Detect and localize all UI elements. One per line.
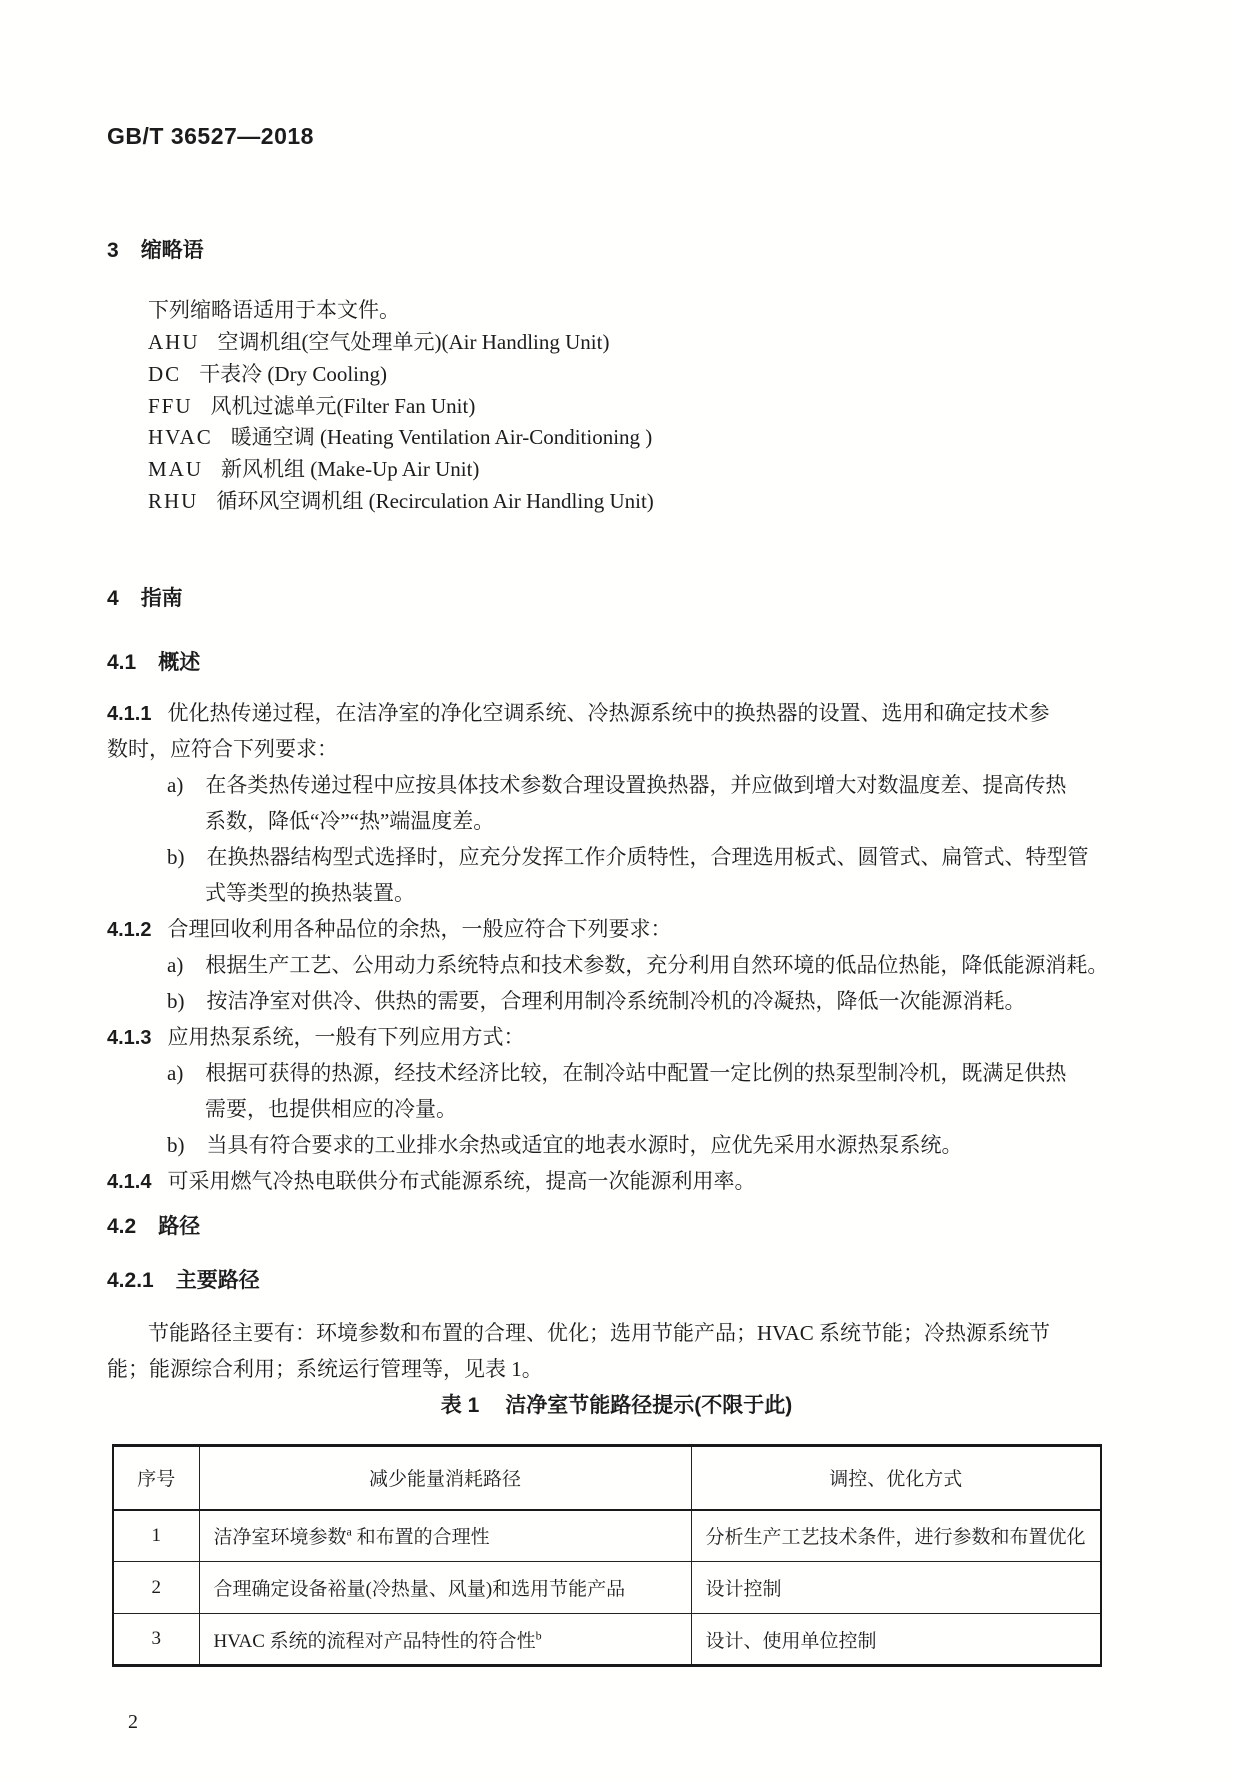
- section-4-2-title: 路径: [158, 1215, 201, 1238]
- list-item-text: 在各类热传递过程中应按具体技术参数合理设置换热器，并应做到增大对数温度差、提高传热: [205, 773, 1067, 797]
- abbr-desc: 暖通空调 (Heating Ventilation Air-Conditioning ): [230, 425, 653, 449]
- abbr-code: DC: [148, 362, 182, 386]
- section-4-number: 4: [107, 587, 119, 610]
- section-4-1-number: 4.1: [107, 651, 137, 674]
- section-4-1-title: 概述: [158, 651, 201, 674]
- abbr-item: [148, 393, 475, 419]
- table-cell-method: 分析生产工艺技术条件，进行参数和布置优化: [691, 1510, 1101, 1562]
- path-text: 洁净室环境参数: [213, 1527, 347, 1549]
- clause-text: 合理回收利用各种品位的余热，一般应符合下列要求：: [167, 917, 672, 941]
- list-item-b: [167, 1132, 963, 1158]
- abbr-item: [148, 456, 479, 482]
- abbr-item: [148, 488, 654, 514]
- list-item-text: 按洁净室对供冷、供热的需要，合理利用制冷系统制冷机的冷凝热，降低一次能源消耗。: [206, 989, 1026, 1013]
- page-number: 2: [128, 1711, 138, 1733]
- list-item-label: a): [167, 953, 184, 977]
- abbr-item: [148, 424, 652, 450]
- list-item-text: 当具有符合要求的工业排水余热或适宜的地表水源时，应优先采用水源热泵系统。: [206, 1133, 963, 1157]
- section-4-2-1-title: 主要路径: [175, 1269, 260, 1292]
- section-4-1-heading: [107, 650, 200, 676]
- table-header-cell-path: 减少能量消耗路径: [199, 1446, 691, 1510]
- section-4-2-1-number: 4.2.1: [107, 1269, 154, 1292]
- clause-4-1-1-line: 数时，应符合下列要求：: [107, 737, 338, 761]
- table-1-caption: [0, 1393, 1233, 1419]
- list-item-label: b): [167, 845, 185, 869]
- clause-text: 优化热传递过程，在洁净室的净化空调系统、冷热源系统中的换热器的设置、选用和确定技术参: [167, 701, 1050, 725]
- table-cell-path: [199, 1614, 691, 1666]
- abbr-code: HVAC: [148, 425, 213, 449]
- section-4-title: 指南: [140, 587, 183, 610]
- clause-4-1-1-line: [107, 700, 1049, 727]
- list-item-text: 根据可获得的热源，经技术经济比较，在制冷站中配置一定比例的热泵型制冷机，既满足供热: [205, 1061, 1067, 1085]
- table-cell-num: 3: [113, 1614, 199, 1666]
- section-3-title: 缩略语: [140, 239, 204, 262]
- list-item-text: 根据生产工艺、公用动力系统特点和技术参数，充分利用自然环境的低品位热能，降低能源消耗。: [205, 953, 1109, 977]
- section-3-number: 3: [107, 239, 119, 262]
- footnote-marker: a: [346, 1524, 352, 1539]
- table-row: [113, 1562, 1101, 1614]
- path-text-post: 和布置的合理性: [351, 1527, 490, 1549]
- table-header-row: [113, 1446, 1101, 1510]
- table-header-cell-method: 调控、优化方式: [691, 1446, 1101, 1510]
- list-item-a: [167, 772, 1066, 798]
- clause-4-1-2-number: 4.1.2: [107, 919, 152, 941]
- abbr-item: [148, 329, 609, 355]
- table-cell-method: 设计控制: [691, 1562, 1101, 1614]
- table-row: [113, 1510, 1101, 1562]
- clause-4-1-3-number: 4.1.3: [107, 1027, 152, 1049]
- section-4-2-number: 4.2: [107, 1215, 137, 1238]
- list-item-label: b): [167, 989, 185, 1013]
- abbr-code: MAU: [148, 457, 204, 481]
- clause-4-1-4-line: [107, 1168, 755, 1195]
- paragraph-line: 节能路径主要有：环境参数和布置的合理、优化；选用节能产品；HVAC 系统节能；冷热源系统节: [148, 1321, 1051, 1345]
- section-3-heading: [107, 238, 204, 264]
- abbr-code: RHU: [148, 489, 199, 513]
- abbr-desc: 空调机组(空气处理单元)(Air Handling Unit): [217, 330, 610, 354]
- table-1-caption-title: 洁净室节能路径提示(不限于此): [505, 1394, 793, 1417]
- section-4-2-heading: [107, 1214, 200, 1240]
- list-item-label: a): [167, 773, 184, 797]
- clause-4-1-3-line: [107, 1024, 524, 1051]
- list-item-a-cont: 需要，也提供相应的冷量。: [205, 1097, 457, 1121]
- table-cell-path: [199, 1562, 691, 1614]
- abbr-intro: 下列缩略语适用于本文件。: [148, 298, 400, 322]
- clause-text: 可采用燃气冷热电联供分布式能源系统，提高一次能源利用率。: [167, 1169, 756, 1193]
- abbr-code: FFU: [148, 394, 193, 418]
- list-item-b-cont: 式等类型的换热装置。: [205, 881, 415, 905]
- table-1: [112, 1444, 1102, 1667]
- path-text: 合理确定设备裕量(冷热量、风量)和选用节能产品: [213, 1579, 626, 1600]
- section-4-2-1-heading: [107, 1268, 260, 1294]
- abbr-desc: 风机过滤单元(Filter Fan Unit): [210, 394, 476, 418]
- footnote-marker: b: [535, 1628, 542, 1643]
- abbr-desc: 新风机组 (Make-Up Air Unit): [221, 457, 480, 481]
- table-cell-method: 设计、使用单位控制: [691, 1614, 1101, 1666]
- list-item-label: b): [167, 1133, 185, 1157]
- list-item-b: [167, 988, 1026, 1014]
- list-item-label: a): [167, 1061, 184, 1085]
- list-item-b: [167, 844, 1089, 870]
- list-item-text: 在换热器结构型式选择时，应充分发挥工作介质特性，合理选用板式、圆管式、扁管式、特型管: [206, 845, 1089, 869]
- table-cell-path: [199, 1510, 691, 1562]
- abbr-desc: 循环风空调机组 (Recirculation Air Handling Unit): [216, 489, 654, 513]
- clause-text: 应用热泵系统，一般有下列应用方式：: [167, 1025, 525, 1049]
- table-row: [113, 1614, 1101, 1666]
- clause-4-1-2-line: [107, 916, 671, 943]
- path-text: HVAC 系统的流程对产品特性的符合性: [213, 1630, 536, 1652]
- table-cell-num: 2: [113, 1562, 199, 1614]
- table-1-caption-label: 表 1: [440, 1394, 480, 1417]
- list-item-a: [167, 1060, 1066, 1086]
- doc-code: GB/T 36527—2018: [107, 123, 314, 149]
- section-4-heading: [107, 586, 183, 612]
- clause-4-1-1-number: 4.1.1: [107, 703, 152, 725]
- clause-4-1-4-number: 4.1.4: [107, 1171, 152, 1193]
- abbr-code: AHU: [148, 330, 200, 354]
- abbr-desc: 干表冷 (Dry Cooling): [199, 362, 388, 386]
- table-cell-num: 1: [113, 1510, 199, 1562]
- abbr-item: [148, 361, 387, 387]
- list-item-a: [167, 952, 1108, 978]
- paragraph-line: 能；能源综合利用；系统运行管理等，见表 1。: [107, 1357, 543, 1381]
- table-header-cell-num: 序号: [113, 1446, 199, 1510]
- list-item-a-cont: 系数，降低“冷”“热”端温度差。: [205, 809, 495, 833]
